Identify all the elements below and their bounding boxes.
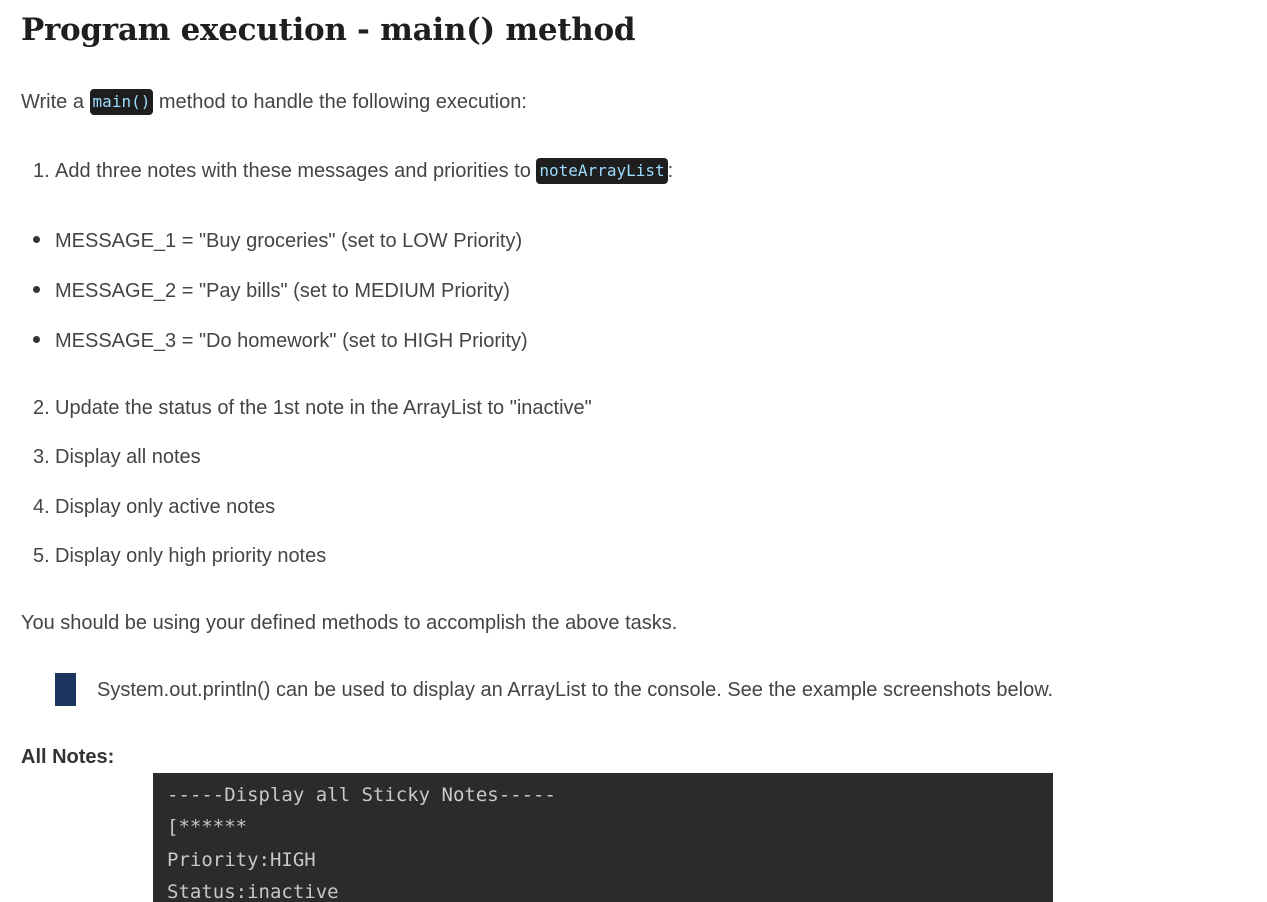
step-number: 4. — [33, 496, 50, 518]
step-2 — [33, 394, 592, 422]
step-text: Display all notes — [55, 446, 201, 468]
bullet-dot — [33, 336, 40, 343]
note-callout-bar — [55, 673, 76, 706]
message-text: MESSAGE_1 = "Buy groceries" (set to LOW Priority) — [55, 230, 523, 252]
note-callout-text: System.out.println() can be used to display an ArrayList to the console. See the example screenshots below. — [97, 679, 1054, 701]
step-4 — [33, 493, 275, 521]
bullet-dot — [33, 286, 40, 293]
step-text: Display only active notes — [55, 496, 276, 518]
step-number: 3. — [33, 446, 50, 468]
intro-suffix: method to handle the following execution: — [153, 91, 527, 113]
note-arraylist-code: noteArrayList — [536, 158, 667, 184]
bullet-dot — [33, 236, 40, 243]
console-screenshot — [153, 773, 1053, 902]
all-notes-heading: All Notes: — [21, 746, 115, 768]
step-text: Display only high priority notes — [55, 545, 327, 567]
step-5 — [33, 542, 326, 570]
message-text: MESSAGE_2 = "Pay bills" (set to MEDIUM Priority) — [55, 280, 510, 302]
instruction-paragraph: You should be using your defined methods to accomplish the above tasks. — [21, 612, 678, 634]
message-item — [33, 277, 510, 305]
console-line: Priority:HIGH — [167, 849, 316, 871]
console-line: [****** — [167, 816, 248, 838]
step-1-prefix: Add three notes with these messages and priorities to — [55, 160, 537, 182]
step-1 — [33, 157, 673, 185]
step-1-suffix: : — [667, 160, 674, 182]
intro-prefix: Write a — [21, 91, 90, 113]
step-3 — [33, 443, 201, 471]
message-item — [33, 227, 522, 255]
message-text: MESSAGE_3 = "Do homework" (set to HIGH Priority) — [55, 330, 528, 352]
message-item — [33, 327, 528, 355]
step-text: Update the status of the 1st note in the ArrayList to "inactive" — [55, 397, 592, 419]
step-number: 1. — [33, 160, 50, 182]
step-number: 2. — [33, 397, 50, 419]
page-title: Program execution - main() method — [21, 12, 636, 48]
intro-paragraph — [21, 88, 527, 116]
main-method-code: main() — [90, 89, 154, 115]
console-line: Status:inactive — [167, 881, 339, 902]
step-number: 5. — [33, 545, 50, 567]
console-line: -----Display all Sticky Notes----- — [167, 784, 556, 806]
